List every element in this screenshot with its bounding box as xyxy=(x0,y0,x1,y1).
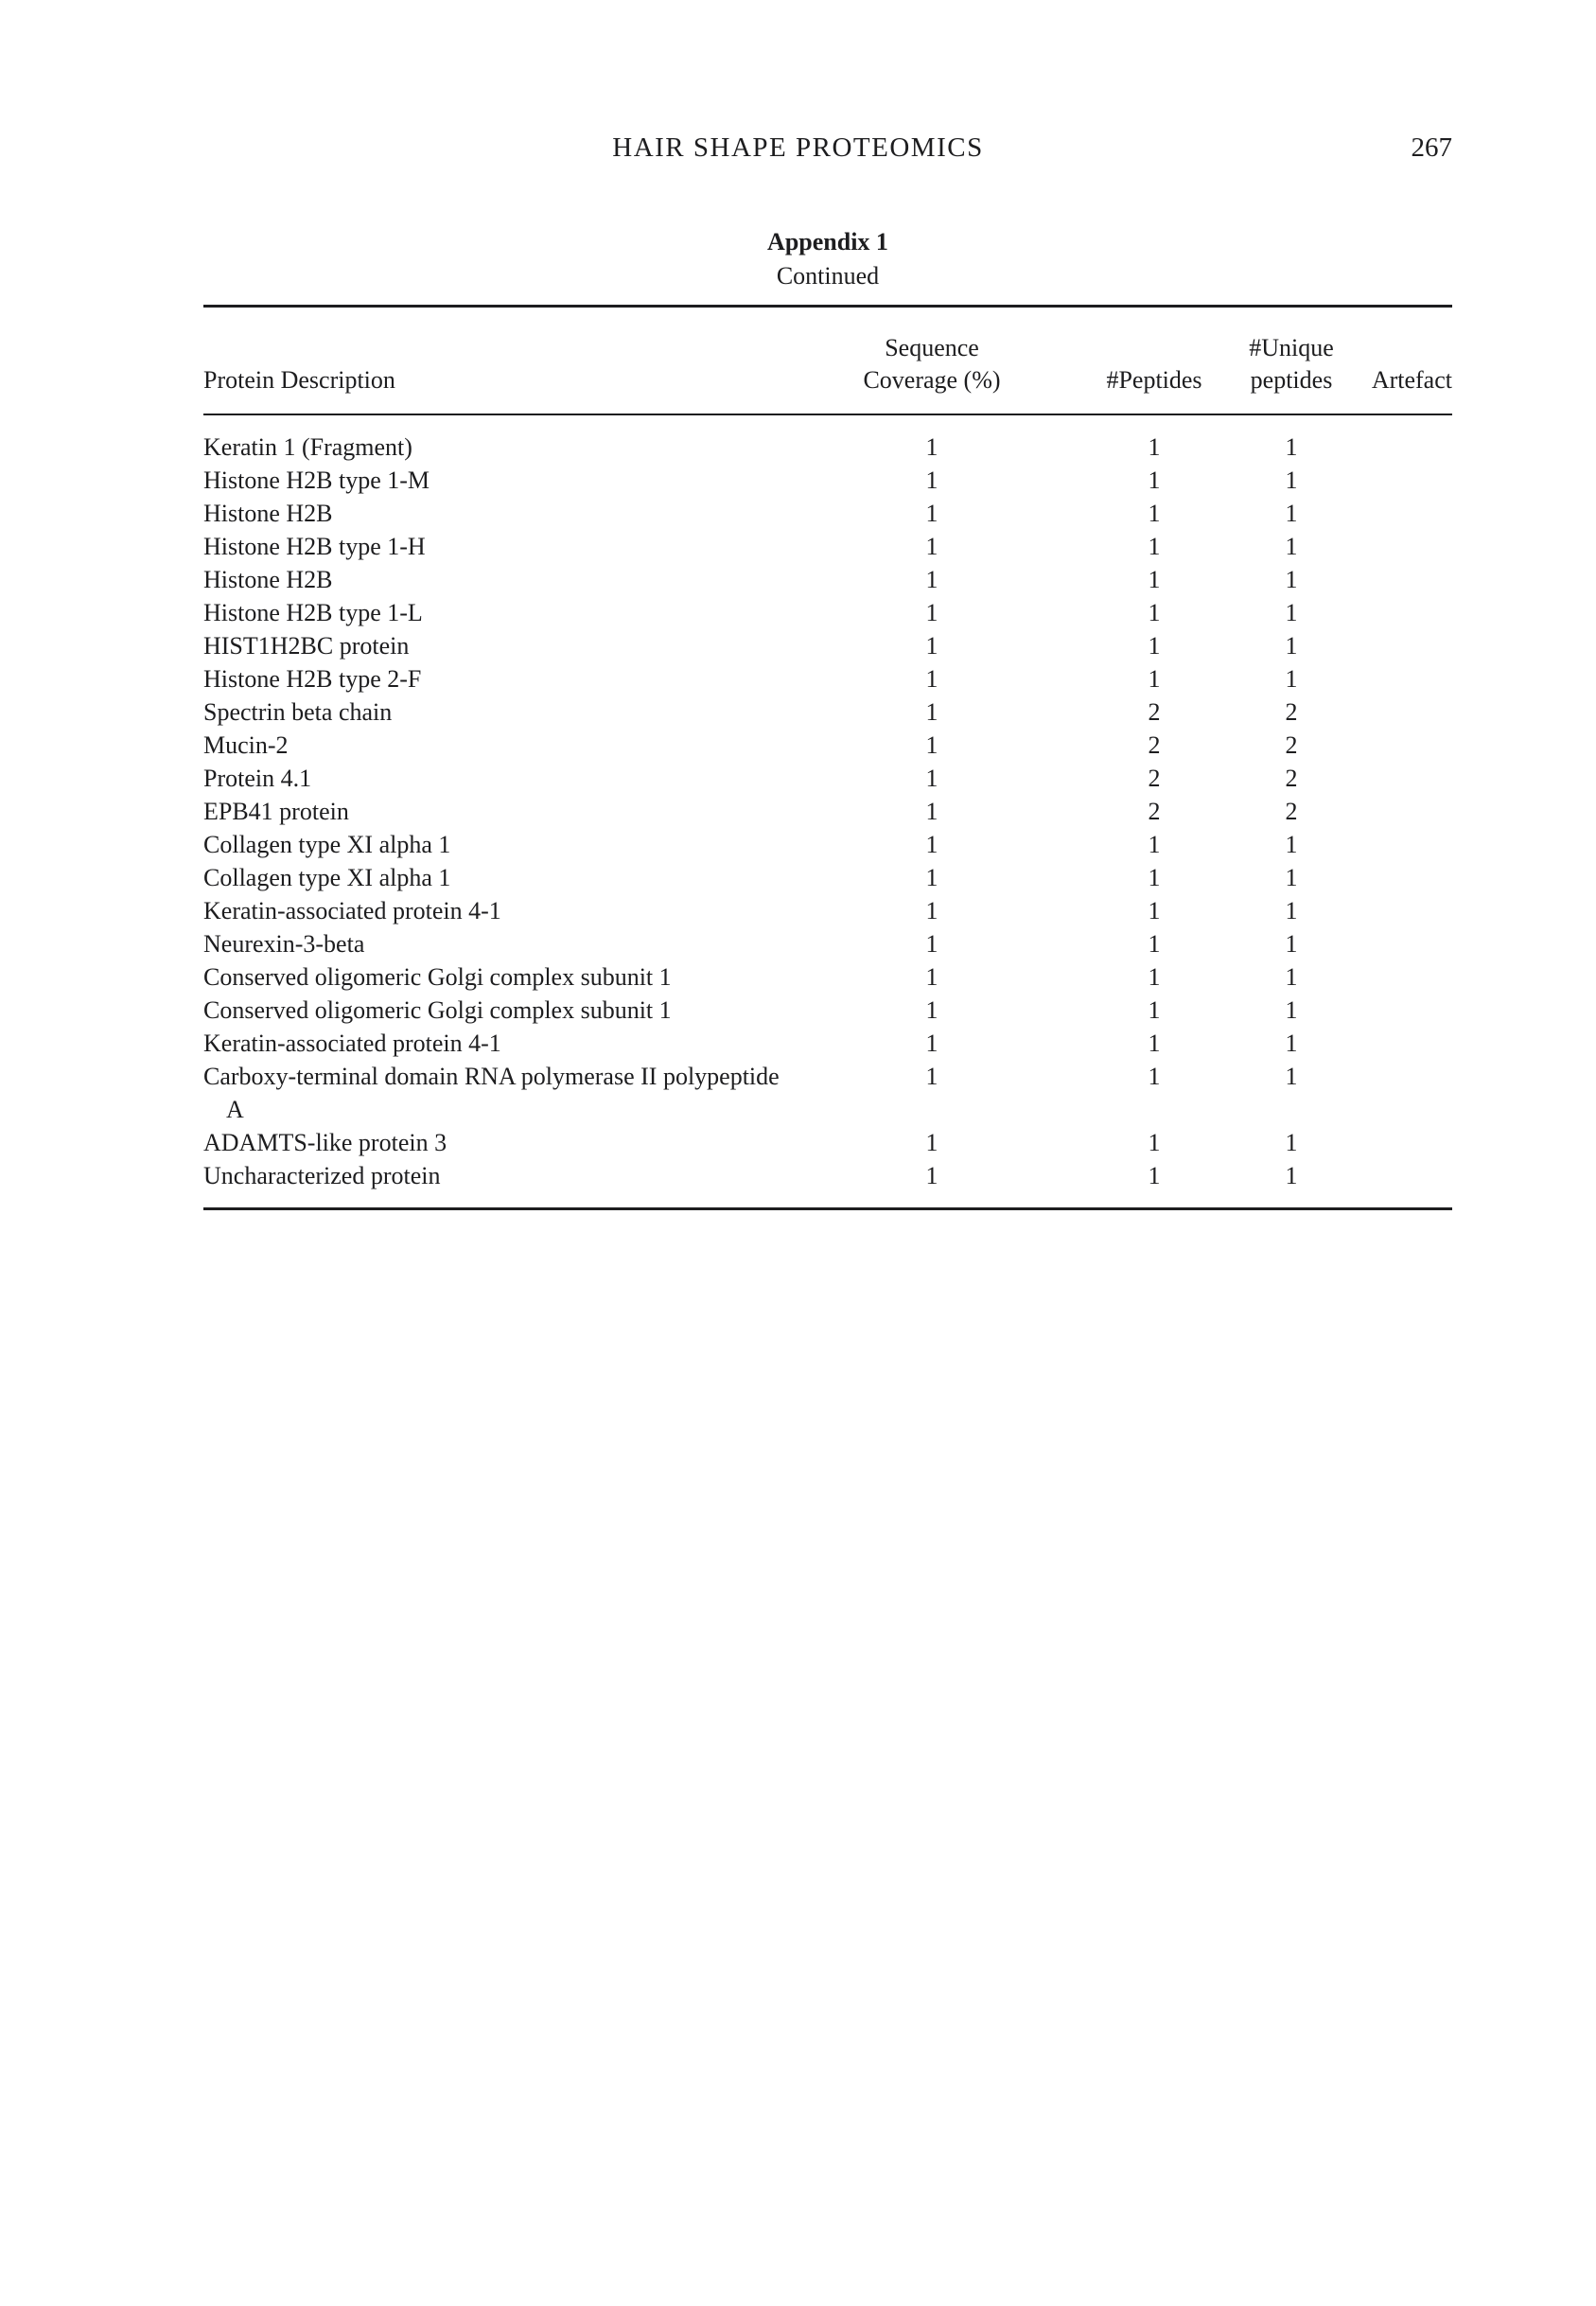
unique-peptides-cell: 1 xyxy=(1285,500,1298,527)
unique-peptides-cell: 1 xyxy=(1285,963,1298,991)
protein-description-cell: Keratin-associated protein 4-1 xyxy=(203,1030,501,1057)
sequence-coverage-cell: 1 xyxy=(925,698,938,726)
protein-description-cell: Conserved oligomeric Golgi complex subunit 1 xyxy=(203,996,672,1024)
sequence-coverage-cell: 1 xyxy=(925,963,938,991)
column-header-sequence-coverage xyxy=(790,307,1074,415)
artefact-cell xyxy=(1348,795,1452,828)
unique-peptides-cell: 1 xyxy=(1285,1129,1298,1156)
table-row xyxy=(203,695,1452,729)
column-header-protein-description xyxy=(203,307,790,415)
sequence-coverage-cell: 1 xyxy=(925,632,938,660)
artefact-cell xyxy=(1348,596,1452,629)
peptides-cell: 1 xyxy=(1148,466,1161,494)
unique-peptides-cell: 1 xyxy=(1285,533,1298,560)
sequence-coverage-cell: 1 xyxy=(925,433,938,461)
sequence-coverage-cell: 1 xyxy=(925,1162,938,1189)
table-row xyxy=(203,662,1452,695)
peptides-cell: 1 xyxy=(1148,1129,1161,1156)
table-row xyxy=(203,1060,1452,1126)
peptides-cell: 1 xyxy=(1148,1030,1161,1057)
protein-description-cell: EPB41 protein xyxy=(203,798,349,825)
table-row xyxy=(203,563,1452,596)
peptides-cell: 1 xyxy=(1148,1063,1161,1090)
artefact-cell xyxy=(1348,894,1452,927)
protein-description-cell: Conserved oligomeric Golgi complex subunit 1 xyxy=(203,963,672,991)
table-row xyxy=(203,894,1452,927)
table-row xyxy=(203,497,1452,530)
peptides-cell: 1 xyxy=(1148,665,1161,693)
unique-peptides-cell: 1 xyxy=(1285,632,1298,660)
artefact-cell xyxy=(1348,729,1452,762)
page-number: 267 xyxy=(1411,132,1452,163)
column-header-artefact-label: Artefact xyxy=(1371,366,1452,394)
table-row xyxy=(203,729,1452,762)
protein-description-cell: Keratin 1 (Fragment) xyxy=(203,433,412,461)
unique-peptides-cell: 1 xyxy=(1285,665,1298,693)
unique-peptides-cell: 2 xyxy=(1285,731,1298,759)
sequence-coverage-cell: 1 xyxy=(925,831,938,858)
artefact-cell xyxy=(1348,927,1452,960)
unique-peptides-cell: 1 xyxy=(1285,433,1298,461)
column-header-peptides xyxy=(1074,307,1235,415)
sequence-coverage-cell: 1 xyxy=(925,996,938,1024)
peptides-cell: 2 xyxy=(1148,731,1161,759)
running-header xyxy=(0,132,1596,167)
artefact-cell xyxy=(1348,994,1452,1027)
artefact-cell xyxy=(1348,563,1452,596)
artefact-cell xyxy=(1348,762,1452,795)
table-row xyxy=(203,596,1452,629)
sequence-coverage-cell: 1 xyxy=(925,599,938,626)
peptides-cell: 1 xyxy=(1148,1162,1161,1189)
table-row xyxy=(203,629,1452,662)
peptides-cell: 1 xyxy=(1148,599,1161,626)
column-header-sequence-line: Sequence xyxy=(885,334,979,361)
table-row xyxy=(203,861,1452,894)
table-row xyxy=(203,960,1452,994)
unique-peptides-cell: 1 xyxy=(1285,566,1298,593)
peptides-cell: 1 xyxy=(1148,500,1161,527)
unique-peptides-cell: 1 xyxy=(1285,897,1298,924)
column-header-peptides-label: #Peptides xyxy=(1106,366,1202,394)
protein-description-cell: Protein 4.1 xyxy=(203,765,312,792)
peptides-cell: 1 xyxy=(1148,831,1161,858)
sequence-coverage-cell: 1 xyxy=(925,1129,938,1156)
appendix-title: Appendix 1 xyxy=(767,228,888,255)
table-row xyxy=(203,795,1452,828)
sequence-coverage-cell: 1 xyxy=(925,665,938,693)
sequence-coverage-cell: 1 xyxy=(925,500,938,527)
sequence-coverage-cell: 1 xyxy=(925,533,938,560)
artefact-cell xyxy=(1348,414,1452,464)
artefact-cell xyxy=(1348,1060,1452,1126)
unique-peptides-cell: 2 xyxy=(1285,698,1298,726)
sequence-coverage-cell: 1 xyxy=(925,566,938,593)
unique-peptides-cell: 1 xyxy=(1285,864,1298,891)
table-row xyxy=(203,530,1452,563)
table-row xyxy=(203,1159,1452,1209)
table-body xyxy=(203,414,1452,1209)
artefact-cell xyxy=(1348,1027,1452,1060)
artefact-cell xyxy=(1348,629,1452,662)
protein-description-cell: Keratin-associated protein 4-1 xyxy=(203,897,501,924)
column-header-unique-line: #Unique xyxy=(1249,334,1334,361)
table-row xyxy=(203,1027,1452,1060)
protein-description-cell: Histone H2B xyxy=(203,566,333,593)
protein-description-cell: ADAMTS-like protein 3 xyxy=(203,1129,447,1156)
table-row xyxy=(203,414,1452,464)
protein-description-cell: Histone H2B type 2-F xyxy=(203,665,422,693)
peptides-cell: 2 xyxy=(1148,765,1161,792)
column-header-unique-peptides xyxy=(1235,307,1348,415)
sequence-coverage-cell: 1 xyxy=(925,1030,938,1057)
peptides-cell: 1 xyxy=(1148,963,1161,991)
protein-description-cell: Histone H2B type 1-H xyxy=(203,533,426,560)
artefact-cell xyxy=(1348,828,1452,861)
unique-peptides-cell: 1 xyxy=(1285,1063,1298,1090)
artefact-cell xyxy=(1348,1159,1452,1209)
table-row xyxy=(203,762,1452,795)
peptides-cell: 1 xyxy=(1148,930,1161,958)
protein-description-cell: Uncharacterized protein xyxy=(203,1162,441,1189)
unique-peptides-cell: 1 xyxy=(1285,996,1298,1024)
protein-description-cell: Collagen type XI alpha 1 xyxy=(203,831,451,858)
unique-peptides-cell: 2 xyxy=(1285,798,1298,825)
running-head-title: HAIR SHAPE PROTEOMICS xyxy=(612,132,984,163)
unique-peptides-cell: 2 xyxy=(1285,765,1298,792)
sequence-coverage-cell: 1 xyxy=(925,1063,938,1090)
column-header-unique-peptides-line: peptides xyxy=(1250,366,1333,394)
sequence-coverage-cell: 1 xyxy=(925,798,938,825)
unique-peptides-cell: 1 xyxy=(1285,1162,1298,1189)
peptides-cell: 1 xyxy=(1148,864,1161,891)
sequence-coverage-cell: 1 xyxy=(925,864,938,891)
artefact-cell xyxy=(1348,960,1452,994)
peptides-cell: 1 xyxy=(1148,566,1161,593)
protein-description-cell: Mucin-2 xyxy=(203,731,289,759)
appendix-subtitle: Continued xyxy=(776,262,880,290)
sequence-coverage-cell: 1 xyxy=(925,466,938,494)
artefact-cell xyxy=(1348,530,1452,563)
protein-description-cell: Neurexin-3-beta xyxy=(203,930,365,958)
unique-peptides-cell: 1 xyxy=(1285,1030,1298,1057)
protein-table xyxy=(203,305,1452,1210)
sequence-coverage-cell: 1 xyxy=(925,731,938,759)
protein-description-cell: Histone H2B xyxy=(203,500,333,527)
unique-peptides-cell: 1 xyxy=(1285,831,1298,858)
protein-description-cell: Spectrin beta chain xyxy=(203,698,393,726)
protein-description-cell: Histone H2B type 1-M xyxy=(203,466,430,494)
sequence-coverage-cell: 1 xyxy=(925,765,938,792)
appendix-heading xyxy=(203,225,1452,293)
sequence-coverage-cell: 1 xyxy=(925,930,938,958)
peptides-cell: 1 xyxy=(1148,897,1161,924)
peptides-cell: 2 xyxy=(1148,798,1161,825)
unique-peptides-cell: 1 xyxy=(1285,599,1298,626)
protein-description-cell: Histone H2B type 1-L xyxy=(203,599,423,626)
table-row xyxy=(203,994,1452,1027)
table-row xyxy=(203,464,1452,497)
artefact-cell xyxy=(1348,662,1452,695)
protein-description-cell: Collagen type XI alpha 1 xyxy=(203,864,451,891)
peptides-cell: 2 xyxy=(1148,698,1161,726)
artefact-cell xyxy=(1348,1126,1452,1159)
peptides-cell: 1 xyxy=(1148,533,1161,560)
artefact-cell xyxy=(1348,464,1452,497)
column-header-coverage-line: Coverage (%) xyxy=(863,366,1001,394)
table-row xyxy=(203,927,1452,960)
protein-description-cell: Carboxy-terminal domain RNA polymerase II polypeptide A xyxy=(203,1063,780,1123)
peptides-cell: 1 xyxy=(1148,996,1161,1024)
table-header-row xyxy=(203,307,1452,415)
protein-description-cell: HIST1H2BC protein xyxy=(203,632,410,660)
peptides-cell: 1 xyxy=(1148,632,1161,660)
artefact-cell xyxy=(1348,695,1452,729)
unique-peptides-cell: 1 xyxy=(1285,466,1298,494)
sequence-coverage-cell: 1 xyxy=(925,897,938,924)
table-row xyxy=(203,1126,1452,1159)
artefact-cell xyxy=(1348,861,1452,894)
unique-peptides-cell: 1 xyxy=(1285,930,1298,958)
column-header-protein-description-label: Protein Description xyxy=(203,366,395,394)
column-header-artefact xyxy=(1348,307,1452,415)
artefact-cell xyxy=(1348,497,1452,530)
peptides-cell: 1 xyxy=(1148,433,1161,461)
table-row xyxy=(203,828,1452,861)
